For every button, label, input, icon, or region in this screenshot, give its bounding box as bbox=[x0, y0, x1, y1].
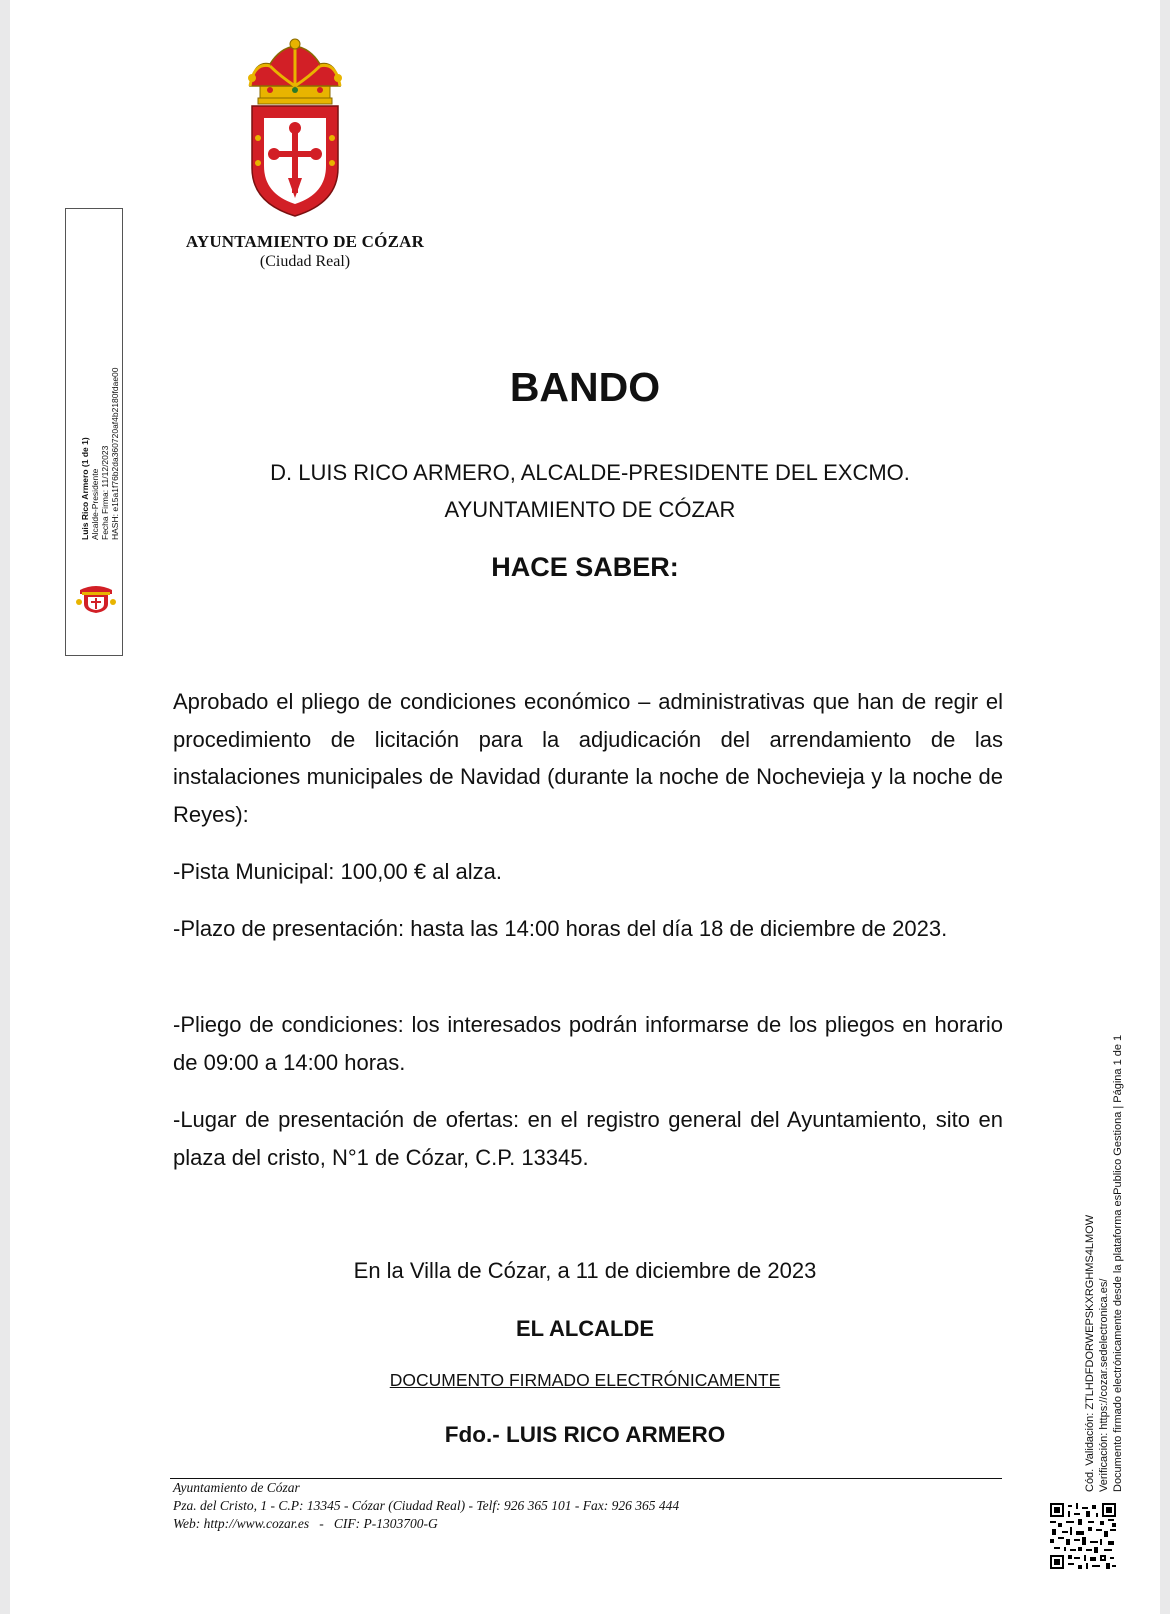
organization-province: (Ciudad Real) bbox=[259, 253, 351, 270]
item-plazo-presentacion: -Plazo de presentación: hasta las 14:00 horas del día 18 de diciembre de 2023. bbox=[173, 916, 948, 941]
signature-stamp-text bbox=[80, 180, 120, 540]
item-pista-municipal: -Pista Municipal: 100,00 € al alza. bbox=[173, 859, 502, 884]
platform-note bbox=[1111, 972, 1125, 1492]
signature-date: Fecha Firma: 11/12/2023 bbox=[100, 445, 110, 540]
verification-url: Verificación: https://cozar.sedelectronica.es/ bbox=[1098, 1278, 1110, 1492]
validation-code: Cód. Validación: ZTLHDFDORWEPSKXRGHMS4LMOW bbox=[1084, 1214, 1096, 1492]
document-page bbox=[10, 0, 1160, 1614]
signing-date-place: En la Villa de Cózar, a 11 de diciembre de 2023 bbox=[353, 1258, 817, 1283]
document-title: BANDO bbox=[509, 364, 661, 410]
signer-signature-line: Fdo.- LUIS RICO ARMERO bbox=[444, 1422, 726, 1447]
platform-note-text: Documento firmado electrónicamente desde la plataforma esPublico Gestiona | Página 1 de 1 bbox=[1112, 1034, 1124, 1492]
footer-address: Pza. del Cristo, 1 - C.P: 13345 - Cózar (Ciudad Real) - Telf: 926 365 101 - Fax: 926 365 444 bbox=[173, 1498, 680, 1513]
organization-name: AYUNTAMIENTO DE CÓZAR bbox=[185, 232, 425, 251]
footer-org: Ayuntamiento de Cózar bbox=[173, 1480, 300, 1495]
coat-of-arms-logo bbox=[240, 38, 350, 218]
signer-role: Alcalde-Presidente bbox=[90, 468, 100, 540]
item-lugar-presentacion: -Lugar de presentación de ofertas: en el registro general del Ayuntamiento, sito en plaza del cristo, N°1 de Cózar, C.P. 13345. bbox=[173, 1107, 1003, 1170]
signature-crest-icon bbox=[76, 580, 116, 614]
signer-name: Luis Rico Armero (1 de 1) bbox=[80, 437, 90, 540]
validation-text bbox=[1083, 972, 1111, 1492]
signer-title: EL ALCALDE bbox=[515, 1316, 655, 1341]
item-pliego-condiciones: -Pliego de condiciones: los interesados podrán informarse de los pliegos en horario de 09:00 a 14:00 horas. bbox=[173, 1012, 1003, 1075]
hace-saber-heading: HACE SABER: bbox=[491, 552, 679, 582]
mayor-heading bbox=[190, 454, 990, 528]
signature-hash: HASH: e15a1f76b2da360720af4b2180fdae00 bbox=[110, 367, 120, 540]
electronic-signature-note: DOCUMENTO FIRMADO ELECTRÓNICAMENTE bbox=[389, 1370, 781, 1390]
intro-paragraph: Aprobado el pliego de condiciones económico – administrativas que han de regir el procedimiento de licitación para la adjudicación del arrendamiento de las instalaciones municipales de Navidad (durante la noche de Nochevieja y la noche de Reyes): bbox=[173, 689, 1003, 827]
footer-divider bbox=[170, 1478, 1002, 1479]
footer-web-cif: Web: http://www.cozar.es - CIF: P-1303700-G bbox=[173, 1516, 438, 1531]
mayor-heading-line1: D. LUIS RICO ARMERO, ALCALDE-PRESIDENTE DEL EXCMO. bbox=[270, 460, 910, 485]
qr-code-icon bbox=[1050, 1503, 1116, 1569]
mayor-heading-line2: AYUNTAMIENTO DE CÓZAR bbox=[444, 497, 736, 522]
